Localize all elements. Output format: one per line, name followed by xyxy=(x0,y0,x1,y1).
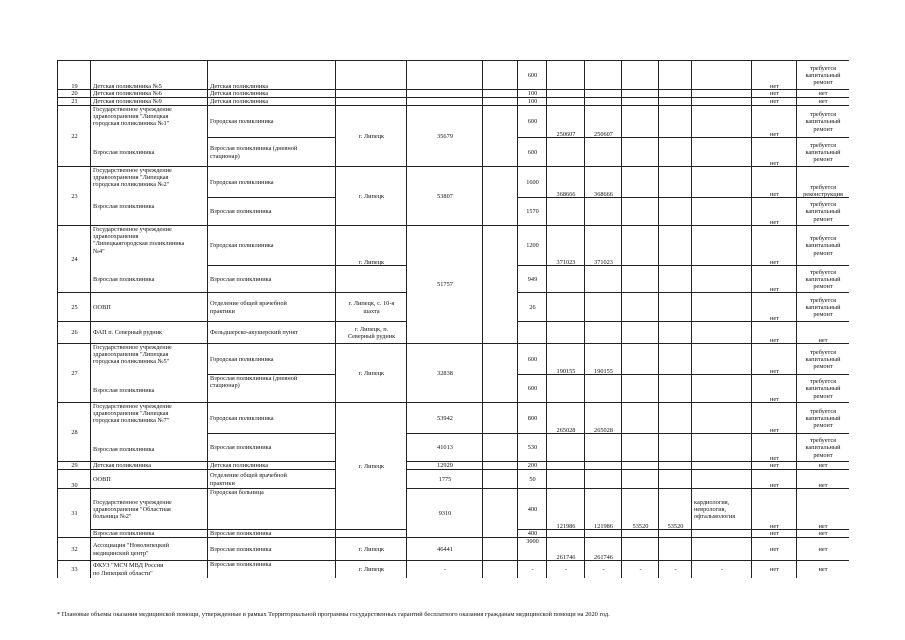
table-cell: Детская поликлиника xyxy=(90,461,208,470)
table-cell: Взрослая поликлиника xyxy=(207,529,336,538)
table-cell: 3000 xyxy=(517,537,547,561)
table-cell: нет xyxy=(751,321,797,344)
table-cell: ООВП xyxy=(90,292,208,322)
table-cell xyxy=(482,225,518,344)
table-cell: 31 xyxy=(57,488,91,538)
table-cell: г. Липецк, п. Северный рудник xyxy=(335,321,407,344)
table-cell: 32 xyxy=(57,537,91,561)
table-cell xyxy=(584,292,622,322)
table-cell xyxy=(621,537,659,561)
table-cell: Отделение общей врачебной практики xyxy=(207,469,336,489)
table-cell xyxy=(621,321,659,344)
table-cell: Городская больница xyxy=(207,488,336,530)
table-cell xyxy=(546,374,585,403)
table-cell: Городская поликлиника xyxy=(207,343,336,375)
table-cell: - xyxy=(517,560,547,578)
table-cell xyxy=(691,197,752,226)
table-cell xyxy=(621,374,659,403)
table-cell: Городская поликлиника xyxy=(207,225,336,266)
table-cell: нет xyxy=(796,529,849,538)
table-cell: кардиология, неврология, офтальмология xyxy=(691,488,752,530)
table-cell xyxy=(546,265,585,293)
table-cell: г. Липецк xyxy=(335,225,407,266)
table-cell xyxy=(658,537,692,561)
table-cell: г. Липецк xyxy=(335,166,407,226)
table-cell: 190155 xyxy=(584,343,622,375)
table-cell: г. Липецк xyxy=(335,402,407,530)
table-cell: Взрослая поликлиника xyxy=(207,433,336,462)
table-cell xyxy=(621,433,659,462)
table-cell: Детская поликлиника №5 xyxy=(90,60,208,90)
table-cell: нет xyxy=(751,166,797,198)
table-cell xyxy=(482,537,518,561)
table-cell: нет xyxy=(751,105,797,138)
table-cell xyxy=(658,265,692,293)
table-cell xyxy=(658,343,692,375)
table-cell: 265028 xyxy=(584,402,622,434)
table-cell: нет xyxy=(796,97,849,106)
table-cell: Детская поликлиника xyxy=(207,461,336,470)
table-cell: 600 xyxy=(517,343,547,375)
table-cell xyxy=(658,469,692,489)
table-cell: 32838 xyxy=(406,343,483,403)
table-cell xyxy=(691,374,752,403)
table-cell: 121986 xyxy=(546,488,585,530)
table-cell: 250607 xyxy=(546,105,585,138)
table-cell: 35679 xyxy=(406,105,483,167)
table-cell: 27 xyxy=(57,343,91,403)
table-cell: 949 xyxy=(517,265,547,293)
table-cell xyxy=(691,433,752,462)
table-cell xyxy=(658,225,692,266)
table-cell: требуется капитальный ремонт xyxy=(796,292,849,322)
table-cell xyxy=(658,402,692,434)
table-cell: нет xyxy=(751,433,797,462)
table-cell: 265028 xyxy=(546,402,585,434)
table-cell: ФАП п. Северный рудник xyxy=(90,321,208,344)
table-cell: Взрослая поликлиника xyxy=(207,265,336,293)
table-cell xyxy=(482,402,518,434)
table-cell: г. Липецк xyxy=(335,560,407,578)
table-cell: нет xyxy=(751,560,797,578)
table-cell: Детская поликлиника xyxy=(207,89,336,98)
table-cell: 100 xyxy=(517,97,547,106)
table-cell xyxy=(621,265,659,293)
table-cell xyxy=(546,292,585,322)
table-cell: нет xyxy=(751,343,797,375)
table-cell xyxy=(691,60,752,90)
table-cell xyxy=(691,166,752,198)
table-cell xyxy=(691,265,752,293)
table-cell xyxy=(621,137,659,167)
table-cell: Государственное учреждение здравоохранения "Липецкая городская поликлиника №2" Взрослая поликлиника xyxy=(90,166,208,226)
table-cell: Детская поликлиника xyxy=(207,60,336,90)
table-cell: - xyxy=(621,560,659,578)
table-cell xyxy=(482,60,518,90)
table-cell xyxy=(658,105,692,138)
table-cell: нет xyxy=(751,265,797,293)
table-cell: 261746 xyxy=(584,537,622,561)
table-cell xyxy=(658,137,692,167)
table-cell: 530 xyxy=(517,433,547,462)
table-cell xyxy=(621,166,659,198)
table-cell: 9310 xyxy=(406,488,483,538)
table-cell xyxy=(621,225,659,266)
table-cell: 22 xyxy=(57,105,91,167)
table-cell: Взрослая поликлиника xyxy=(90,529,208,538)
table-cell: 53520 xyxy=(658,488,692,530)
table-cell: 21 xyxy=(57,97,91,106)
table-cell: нет xyxy=(751,461,797,470)
table-cell: нет xyxy=(751,60,797,90)
table-cell: требуется капитальный ремонт xyxy=(796,433,849,462)
table-cell: Взрослая поликлиника xyxy=(207,537,336,561)
table-cell xyxy=(335,265,407,293)
table-cell: требуется капитальный ремонт xyxy=(796,343,849,375)
table-cell: требуется капитальный ремонт xyxy=(796,374,849,403)
table-cell: г. Липецк, с. 10-я шахта xyxy=(335,292,407,322)
table-cell: требуется капитальный ремонт xyxy=(796,137,849,167)
table-cell: Государственное учреждение здравоохранения "Липецкая городская поликлиника №5" Взрослая поликлиника xyxy=(90,343,208,403)
table-cell: требуется капитальный ремонт xyxy=(796,60,849,90)
table-cell: 41013 xyxy=(406,433,483,462)
table-cell: г. Липецк xyxy=(335,537,407,561)
table-cell xyxy=(584,374,622,403)
table-cell: 600 xyxy=(517,137,547,167)
table-cell: Отделение общей врачебной практики xyxy=(207,292,336,322)
table-cell: г. Липецк xyxy=(335,343,407,403)
table-cell: 261746 xyxy=(546,537,585,561)
table-cell: Детская поликлиника xyxy=(207,97,336,106)
table-cell: Детская поликлиника №6 xyxy=(90,89,208,98)
table-cell: Взрослая поликлиника xyxy=(207,560,336,578)
table-cell xyxy=(691,469,752,489)
table-cell: Городская поликлиника xyxy=(207,402,336,434)
table-cell: Взрослая поликлиника (дневной стационар) xyxy=(207,137,336,167)
table-cell: требуется реконструкция xyxy=(796,166,849,198)
table-cell: 800 xyxy=(517,402,547,434)
table-cell: - xyxy=(658,560,692,578)
table-cell: нет xyxy=(796,537,849,561)
table-cell xyxy=(691,292,752,322)
table-cell: 250607 xyxy=(584,105,622,138)
table-cell: 26 xyxy=(517,292,547,322)
table-cell: нет xyxy=(796,321,849,344)
table-cell: 25 xyxy=(57,292,91,322)
table-cell: Ассоциация "Новолипецкий медицинский центр" xyxy=(90,537,208,561)
table-cell: 50 xyxy=(517,469,547,489)
table-cell: требуется капитальный ремонт xyxy=(796,197,849,226)
table-cell: 368666 xyxy=(584,166,622,198)
table-cell xyxy=(621,343,659,375)
table-cell: нет xyxy=(751,469,797,489)
table-cell: требуется капитальный ремонт xyxy=(796,402,849,434)
table-cell xyxy=(546,433,585,462)
table-cell: 600 xyxy=(517,60,547,90)
table-cell: 400 xyxy=(517,488,547,530)
table-cell: 600 xyxy=(517,374,547,403)
table-cell: 371023 xyxy=(546,225,585,266)
table-cell: 371023 xyxy=(584,225,622,266)
table-cell xyxy=(584,433,622,462)
table-cell xyxy=(546,137,585,167)
table-cell: требуется капитальный ремонт xyxy=(796,225,849,266)
table-cell xyxy=(517,321,547,344)
table-cell xyxy=(482,433,518,462)
table-cell xyxy=(621,105,659,138)
table-cell: Государственное учреждение здравоохранения "Областная больница №2" xyxy=(90,488,208,530)
table-cell xyxy=(482,469,518,489)
table-cell: 30 xyxy=(57,469,91,489)
table-cell: 53807 xyxy=(406,166,483,226)
table-cell: нет xyxy=(751,197,797,226)
table-cell: нет xyxy=(751,488,797,530)
table-cell: 1600 xyxy=(517,166,547,198)
table-cell xyxy=(584,265,622,293)
table-cell: нет xyxy=(751,97,797,106)
table-cell xyxy=(584,469,622,489)
table-cell: нет xyxy=(751,137,797,167)
table-cell: 200 xyxy=(517,461,547,470)
table-cell: 19 xyxy=(57,60,91,90)
table-cell xyxy=(584,60,622,90)
table-cell: нет xyxy=(796,469,849,489)
table-cell: нет xyxy=(751,402,797,434)
table-cell xyxy=(584,321,622,344)
table-cell xyxy=(658,374,692,403)
table-cell: требуется капитальный ремонт xyxy=(796,265,849,293)
table-cell: нет xyxy=(796,89,849,98)
table-cell xyxy=(546,60,585,90)
table-cell: 12929 xyxy=(406,461,483,470)
table-cell: 33 xyxy=(57,560,91,578)
table-cell: 20 xyxy=(57,89,91,98)
table-cell: Городская поликлиника xyxy=(207,105,336,138)
table-cell xyxy=(621,60,659,90)
table-cell xyxy=(621,469,659,489)
table-cell xyxy=(658,197,692,226)
table-cell xyxy=(658,433,692,462)
table-cell: Государственное учреждение здравоохранения "Липецкая городская поликлиника №7" Взрослая поликлиника xyxy=(90,402,208,462)
table-cell: Государственное учреждение здравоохранения "Липецкаягородская поликлиника №4" Взрослая поликлиника xyxy=(90,225,208,293)
table-cell: ООВП xyxy=(90,469,208,489)
footnote: * Плановые объемы оказания медицинской помощи, утвержденные в рамках Территориальной программы государственных гарантий бесплатного оказания гражданам медицинской помощи на 2020 год. xyxy=(57,611,610,618)
table-cell xyxy=(482,105,518,167)
table-cell xyxy=(691,137,752,167)
table-cell xyxy=(691,343,752,375)
table-cell: 1775 xyxy=(406,469,483,489)
table-cell xyxy=(691,225,752,266)
table-cell: 51757 xyxy=(406,225,483,344)
table-cell: нет xyxy=(751,225,797,266)
table-cell xyxy=(691,321,752,344)
table-cell: нет xyxy=(796,560,849,578)
table-cell xyxy=(691,402,752,434)
table-cell: - xyxy=(691,560,752,578)
table-cell xyxy=(482,488,518,538)
table-cell xyxy=(691,537,752,561)
facilities-table xyxy=(57,60,849,578)
table-cell: 100 xyxy=(517,89,547,98)
table-cell: нет xyxy=(796,488,849,530)
table-cell xyxy=(335,60,407,90)
table-cell xyxy=(658,292,692,322)
table-cell: требуется капитальный ремонт xyxy=(796,105,849,138)
table-cell: - xyxy=(546,560,585,578)
table-cell: 400 xyxy=(517,529,547,538)
table-cell: 28 xyxy=(57,402,91,462)
table-cell: 53942 xyxy=(406,402,483,434)
table-cell: 1570 xyxy=(517,197,547,226)
table-cell xyxy=(621,402,659,434)
table-cell: Городская поликлиника xyxy=(207,166,336,198)
table-cell: - xyxy=(406,560,483,578)
table-cell xyxy=(658,60,692,90)
table-cell xyxy=(658,166,692,198)
table-cell: 368666 xyxy=(546,166,585,198)
table-cell xyxy=(482,560,518,578)
table-cell: 46441 xyxy=(406,537,483,561)
table-cell xyxy=(584,197,622,226)
table-cell: 26 xyxy=(57,321,91,344)
table-cell: нет xyxy=(751,537,797,561)
table-cell: г. Липецк xyxy=(335,105,407,167)
table-cell xyxy=(546,469,585,489)
table-cell: 24 xyxy=(57,225,91,293)
table-cell xyxy=(482,343,518,403)
table-cell: 600 xyxy=(517,105,547,138)
table-cell xyxy=(546,321,585,344)
table-cell: 29 xyxy=(57,461,91,470)
table-cell: Детская поликлиника №9 xyxy=(90,97,208,106)
table-cell: ФКУЗ "МСЧ МВД России по Липецкой области" xyxy=(90,560,208,578)
table-cell: - xyxy=(584,560,622,578)
table-cell: 23 xyxy=(57,166,91,226)
table-cell: Государственное учреждение здравоохранения "Липецкая городская поликлиника №1" Взрослая поликлиника xyxy=(90,105,208,167)
table-cell: нет xyxy=(751,89,797,98)
table-cell xyxy=(621,197,659,226)
table-cell: 1200 xyxy=(517,225,547,266)
table-cell xyxy=(658,321,692,344)
table-cell: 121986 xyxy=(584,488,622,530)
table-cell xyxy=(546,197,585,226)
table-cell: Фельдшерско-акушерский пункт xyxy=(207,321,336,344)
table-cell: Взрослая поликлиника (дневной стационар) xyxy=(207,374,336,403)
table-cell: нет xyxy=(751,292,797,322)
table-cell: Взрослая поликлиника xyxy=(207,197,336,226)
table-cell xyxy=(691,105,752,138)
table-cell xyxy=(482,166,518,226)
table-cell: нет xyxy=(751,374,797,403)
table-cell xyxy=(621,292,659,322)
table-cell xyxy=(406,60,483,90)
table-cell: 53520 xyxy=(621,488,659,530)
table-cell: 190155 xyxy=(546,343,585,375)
table-cell: нет xyxy=(751,529,797,538)
table-cell: нет xyxy=(796,461,849,470)
table-cell xyxy=(584,137,622,167)
